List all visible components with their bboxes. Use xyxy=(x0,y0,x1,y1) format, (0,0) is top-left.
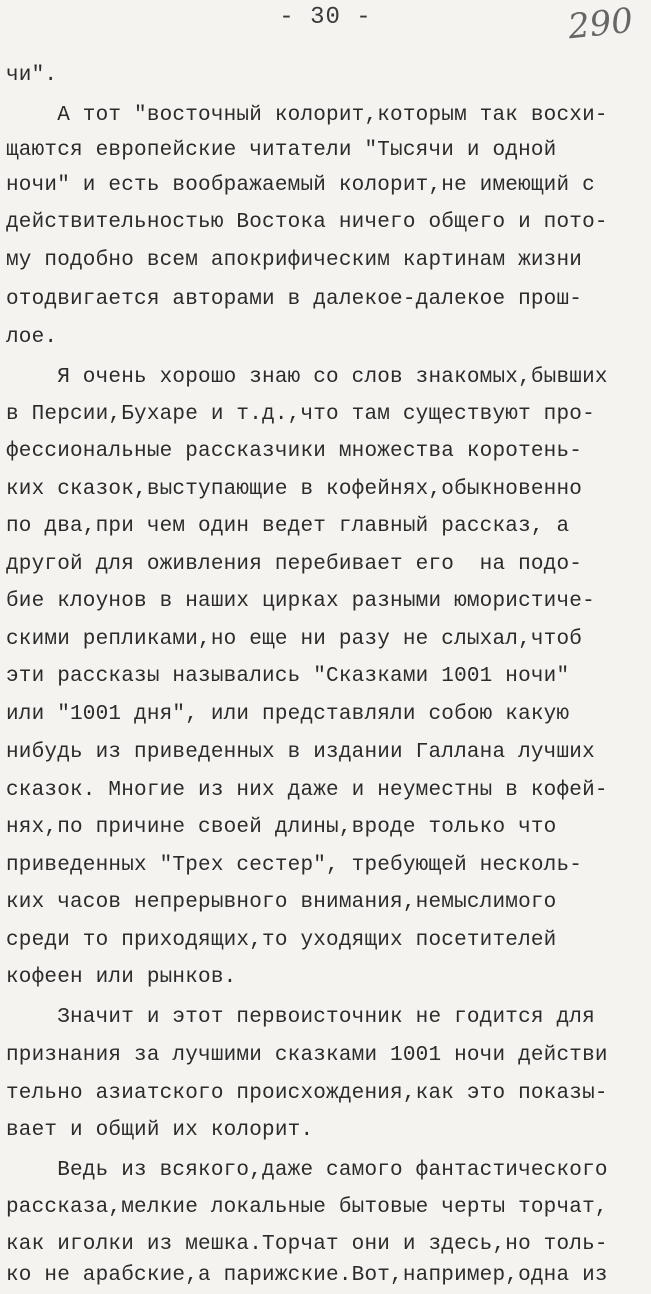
text-line: нибудь из приведенных в издании Галлана лучших xyxy=(6,741,595,764)
text-line: другой для оживления перебивает его на подо- xyxy=(6,553,583,576)
handwritten-page-mark: 290 xyxy=(566,0,635,48)
text-line: тельно азиатского происхождения,как это показы- xyxy=(6,1082,608,1105)
text-line: ночи" и есть воображаемый колорит,не имеющий с xyxy=(6,174,595,197)
text-line: действительностью Востока ничего общего и пото- xyxy=(6,211,608,234)
text-line: в Персии,Бухаре и т.д.,что там существуют про- xyxy=(6,403,595,426)
text-line: нях,по причине своей длины,вроде только что xyxy=(6,816,557,839)
text-line: или "1001 дня", или представляли собою какую xyxy=(6,703,570,726)
page-number: - 30 - xyxy=(279,4,372,31)
text-line: му подобно всем апокрифическим картинам жизни xyxy=(6,249,583,272)
text-line: скими репликами,но еще ни разу не слыхал,чтоб xyxy=(6,628,583,651)
text-line: вает и общий их колорит. xyxy=(6,1119,314,1142)
text-line: эти рассказы назывались "Сказками 1001 ночи" xyxy=(6,665,570,688)
text-line: сказок. Многие из них даже и неуместны в кофей- xyxy=(6,779,608,802)
text-line: щаются европейские читатели "Тысячи и одной xyxy=(6,139,557,162)
text-line: рассказа,мелкие локальные бытовые черты торчат, xyxy=(6,1196,608,1219)
text-line: лое. xyxy=(6,326,58,349)
text-line: среди то приходящих,то уходящих посетителей xyxy=(6,929,557,952)
text-line: бие клоунов в наших цирках разными юмористиче- xyxy=(6,590,595,613)
text-line: признания за лучшими сказками 1001 ночи действи xyxy=(6,1044,608,1067)
text-line: фессиональные рассказчики множества коротень- xyxy=(6,440,583,463)
text-line: кофеен или рынков. xyxy=(6,966,237,989)
text-line: как иголки из мешка.Торчат они и здесь,но толь- xyxy=(6,1233,608,1256)
text-line: ких часов непрерывного внимания,немыслимого xyxy=(6,891,557,914)
text-line: приведенных "Трех сестер", требующей несколь- xyxy=(6,854,583,877)
text-line: ких сказок,выступающие в кофейнях,обыкновенно xyxy=(6,478,583,501)
text-line: чи". xyxy=(6,64,58,87)
text-line: отодвигается авторами в далекое-далекое прош- xyxy=(6,288,583,311)
text-line: А тот "восточный колорит,которым так восхи- xyxy=(6,104,608,127)
text-line: ко не арабские,а парижские.Вот,например,одна из xyxy=(6,1264,608,1287)
text-line: по два,при чем один ведет главный рассказ, а xyxy=(6,515,570,538)
text-line: Значит и этот первоисточник не годится для xyxy=(6,1006,595,1029)
text-line: Ведь из всякого,даже самого фантастического xyxy=(6,1159,608,1182)
text-line: Я очень хорошо знаю со слов знакомых,бывших xyxy=(6,366,608,389)
